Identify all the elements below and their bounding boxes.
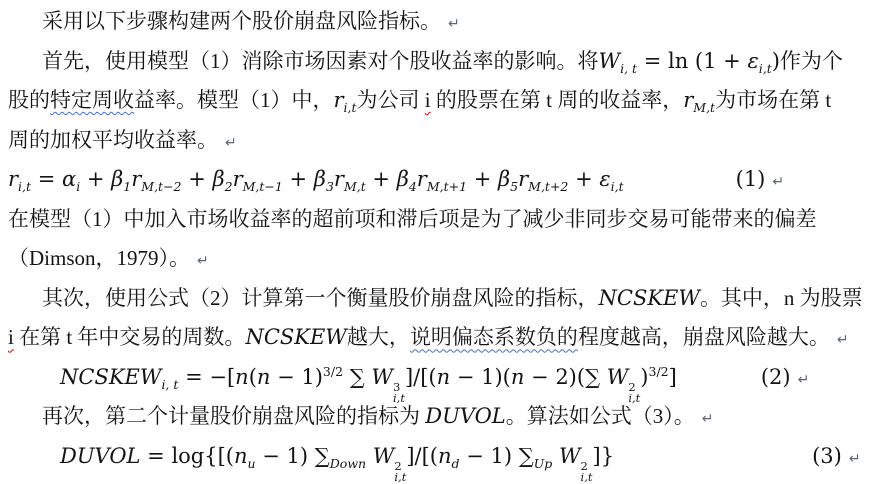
spellcheck-blue-text: 说明偏态系数负的 (409, 325, 578, 350)
text-line-4 (8, 121, 875, 161)
math-superscript: 3/2 (322, 363, 344, 379)
math-operator: + (467, 167, 499, 192)
math-subscript: 1 (123, 179, 132, 195)
math-operator: − 1) (270, 364, 323, 389)
math-variable: W (371, 364, 393, 389)
math-variable: n (437, 444, 452, 469)
text-run: 股的 (8, 88, 50, 113)
paragraph-mark-icon: ↵ (225, 134, 237, 151)
math-subscript: i,t (610, 179, 624, 195)
paragraph-mark-icon: ↵ (797, 371, 810, 388)
text-run: 采用以下步骤构建两个股价崩盘风险指标。 (42, 9, 441, 33)
text-run: 。其中，n 为股票 (699, 285, 863, 310)
math-variable: α (62, 167, 77, 192)
math-variable: W (558, 444, 581, 469)
math-operator (552, 444, 559, 468)
math-variable: r (333, 88, 344, 113)
equation-number: (1) (735, 167, 766, 192)
math-subscript: i,t (580, 469, 593, 484)
math-variable: r (683, 88, 694, 113)
text-run: 益率。模型（1）中， (134, 88, 334, 113)
math-variable: W (606, 364, 629, 389)
math-subscript: i, t (620, 60, 638, 76)
text-run: 程度越高，崩盘风险越大。 (577, 325, 830, 350)
math-supsub (581, 461, 593, 483)
math-subscript: 4 (408, 179, 417, 195)
math-variable: DUVOL (425, 404, 506, 429)
text-run: 首先，使用模型（1）消除市场因素对个股收益率的影响。将 (42, 48, 599, 73)
paragraph-mark-icon: ↵ (836, 332, 849, 349)
text-line-7 (8, 239, 875, 279)
spellcheck-blue-text: 特定周收 (50, 88, 134, 113)
math-supsub (394, 461, 406, 483)
spellcheck-red-text: i (424, 88, 431, 113)
paragraph-mark-icon: ↵ (848, 451, 861, 468)
math-operator: ]/[( (406, 444, 438, 469)
math-subscript: i,t (758, 60, 772, 76)
math-subscript: M,t−1 (242, 179, 283, 195)
math-operator: = −[ (178, 364, 236, 389)
math-operator: + (282, 167, 314, 192)
math-subscript: d (451, 456, 460, 472)
math-variable: r (518, 167, 529, 192)
math-variable: β (212, 167, 225, 192)
text-run: 。算法如公式（3）。 (505, 404, 695, 429)
math-variable: n (235, 364, 249, 389)
math-operator: − 2)(∑ (524, 364, 607, 389)
text-run: 的股票在第 t 周的收益率， (430, 88, 684, 113)
math-variable: n (256, 364, 271, 389)
math-variable: n (234, 444, 248, 469)
math-operator: = ln (1 + (637, 48, 748, 73)
math-operator (366, 444, 373, 468)
math-variable: n (510, 364, 525, 389)
text-line-11 (8, 397, 875, 437)
math-subscript: i,t (343, 100, 357, 116)
math-operator: ) (771, 48, 780, 73)
math-variable: r (131, 167, 142, 192)
math-operator: + (568, 167, 600, 192)
math-operator: ]/[( (404, 364, 437, 389)
math-operator: + (365, 167, 397, 192)
text-line-5 (8, 160, 875, 200)
math-variable: W (372, 444, 395, 469)
equation-number: (2) (760, 364, 791, 389)
math-operator: ∑ (343, 364, 372, 389)
math-superscript: 2 (394, 459, 402, 474)
text-line-9 (8, 318, 875, 358)
math-subscript: 5 (510, 179, 519, 195)
spellcheck-red-text: i (8, 325, 14, 350)
math-subscript: 3 (325, 179, 334, 195)
math-superscript: 3 (392, 379, 401, 394)
math-subscript: i (76, 179, 81, 195)
math-operator: ) (640, 364, 649, 389)
math-operator: − 1) ∑ (459, 444, 534, 469)
math-operator: = (31, 167, 62, 192)
text-line-3 (8, 81, 875, 121)
math-variable: r (8, 167, 19, 192)
math-variable: W (598, 48, 621, 73)
math-subscript: i,t (392, 390, 405, 405)
math-subscript: Down (329, 456, 367, 472)
math-variable: β (498, 167, 511, 192)
text-run: 作为个 (779, 48, 843, 73)
math-variable: β (396, 167, 409, 192)
math-operator: ] (668, 364, 677, 389)
text-run: 在模型（1）中加入市场收益率的超前项和滞后项是为了减少非同步交易可能带来的偏差 (8, 206, 817, 231)
math-operator: − 1) ∑ (255, 444, 330, 469)
math-variable: r (416, 167, 427, 192)
math-operator: + (181, 167, 213, 192)
text-run: 为公司 (356, 88, 425, 113)
math-subscript: M,t+1 (426, 179, 468, 195)
text-run: 在第 t 年中交易的周数。 (13, 325, 246, 350)
text-run: （Dimson，1979）。 (8, 246, 191, 271)
paragraph-mark-icon: ↵ (701, 411, 714, 428)
math-subscript: i,t (394, 469, 407, 484)
equation-number: (3) (812, 444, 842, 469)
math-operator: ( (248, 364, 257, 389)
math-subscript: 2 (224, 179, 233, 195)
math-variable: ε (599, 167, 611, 192)
paragraph-mark-icon: ↵ (772, 174, 785, 191)
math-superscript: 2 (580, 459, 588, 474)
math-variable: ε (747, 48, 759, 73)
math-subscript: u (247, 456, 256, 472)
text-line-10 (8, 358, 875, 405)
math-operator: − 1)( (450, 364, 511, 389)
math-superscript: 3/2 (648, 363, 669, 379)
text-line-1 (8, 2, 875, 42)
math-variable: DUVOL (60, 444, 141, 469)
math-variable: β (313, 167, 326, 192)
text-run: 其次，使用公式（2）计算第一个衡量股价崩盘风险的指标， (42, 285, 599, 310)
math-variable: n (436, 364, 451, 389)
text-run: 再次，第二个计量股价崩盘风险的指标为 (42, 404, 426, 429)
math-subscript: M,t+2 (528, 179, 569, 195)
paragraph-mark-icon: ↵ (448, 16, 460, 32)
math-subscript: M,t (693, 100, 716, 116)
math-subscript: M,t−2 (141, 179, 182, 195)
math-variable: NCSKEW (598, 285, 700, 310)
text-line-6 (8, 200, 875, 240)
text-line-2 (8, 42, 875, 82)
text-run: 周的加权平均收益率。 (8, 127, 218, 152)
math-subscript: Up (533, 456, 553, 472)
math-variable: r (232, 167, 243, 192)
math-subscript: M,t (343, 179, 366, 195)
math-subscript: i,t (628, 390, 641, 405)
math-subscript: i, t (161, 376, 179, 392)
math-superscript: 2 (628, 379, 636, 394)
math-operator: = log{[( (140, 444, 234, 469)
math-variable: NCSKEW (245, 325, 347, 350)
math-variable: r (333, 167, 344, 192)
text-line-12 (8, 437, 875, 484)
text-run: 越大， (346, 325, 410, 350)
math-variable: β (111, 167, 124, 192)
text-run: 为市场在第 t (715, 88, 832, 113)
math-operator: ]} (592, 444, 615, 469)
paragraph-mark-icon: ↵ (197, 253, 209, 270)
math-variable: NCSKEW (60, 364, 162, 389)
math-subscript: i,t (18, 179, 32, 195)
text-line-8 (8, 279, 875, 319)
math-operator: + (80, 167, 112, 192)
